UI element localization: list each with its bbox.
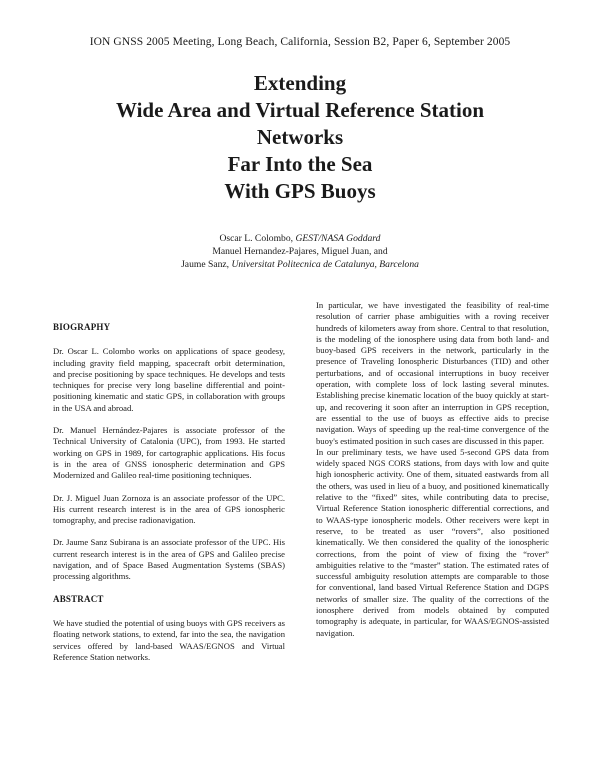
author-name: Oscar L. Colombo, [219,233,296,244]
title-line: Networks [256,125,344,149]
body-paragraph: In our preliminary tests, we have used 5-second GPS data from widely spaced NGS CORS stations, from days with low and quite high ionospheric activity. One of them, situated eastwards from all the others, was used in lieu of a buoy, and positioned kinematically relative to the “fixed” sites, while contributing data to precise, Virtual Reference Station ionospheric differential corrections, and to WAAS-type ionospheric models. Other receivers were kept in reserve, to be treated as user “rovers”, also positioned kinematically. We then considered the quality of the ionospheric corrections, from the point of view of fixing the “rover” ambiguities relative to the “master” station. The estimated rates of successful ambiguity resolution attempts are comparable to those for conventional, land based Virtual Reference Station and DGPS networks of smaller size. The quality of the corrections of the ionosphere derived from models obtained by computed tomography is adequate, in particular, for WAAS/EGNOS-assisted navigation. [316,446,549,638]
author-line-3 [0,258,600,271]
author-affiliation: Universitat Politecnica de Catalunya, Barcelona [231,259,419,270]
title-line: Wide Area and Virtual Reference Station [115,98,485,122]
paper-title [0,70,600,205]
body-paragraph: In particular, we have investigated the feasibility of real-time resolution of carrier phase ambiguities with a roving receiver hundreds of kilometers away from shore. Central to that resolution, is the modeling of the ionosphere using data from both land- and buoy-based GPS receivers in the network, particularly in the presence of Traveling Ionospheric Disturbances (TID) and other perturbations, and of occasional interruptions in buoy receiver operation, with complete loss of lock lasting several minutes. Establishing precise kinematic location of the buoy quickly at start-up, and recovering it soon after an interruption in GPS reception, are essential to the use of buoys as effective aids to precise navigation. Ways of speeding up the real-time convergence of the buoy's estimated position in such cases are discussed in this paper. [316,300,549,446]
author-line-1 [0,232,600,245]
biography-paragraph: Dr. Jaume Sanz Subirana is an associate professor of the UPC. His current research interest is in the area of GPS and Galileo precise navigation, and of Space Based Augmentation Systems (SBAS) processing algorithms. [53,537,285,582]
author-block [0,232,600,271]
biography-paragraph: Dr. Manuel Hernández-Pajares is associate professor of the Technical University of Catalonia (UPC), from 1993. He started working on GPS in 1989, for cartographic applications. His focus is in the area of GNSS ionospheric determination and GPS Modernized and Galileo real-time positioning techniques. [53,425,285,481]
author-affiliation: GEST/NASA Goddard [295,233,381,244]
running-header: ION GNSS 2005 Meeting, Long Beach, California, Session B2, Paper 6, September 2005 [89,36,511,48]
title-line: Extending [253,71,347,95]
biography-paragraph: Dr. J. Miguel Juan Zornoza is an associate professor of the UPC. His current research interest is in the area of GPS ionospheric tomography, and precise radionavigation. [53,492,285,526]
author-name: Jaume Sanz, [181,259,232,270]
author-line-2: Manuel Hernandez-Pajares, Miguel Juan, and [212,246,388,257]
section-heading-abstract: ABSTRACT [53,593,104,604]
title-line: With GPS Buoys [224,179,376,203]
biography-paragraph: Dr. Oscar L. Colombo works on applications of space geodesy, including gravity field mapping, spacecraft orbit determination, and precise positioning by space techniques. He develops and tests techniques for precise very long baseline differential and point-positioning kinematic and static GPS, in collaboration with groups in the USA and abroad. [53,346,285,413]
left-column [53,322,285,674]
abstract-paragraph: We have studied the potential of using buoys with GPS receivers as floating network stations, to extend, far into the sea, the navigation services offered by land-based WAAS/EGNOS and Virtual Reference Station networks. [53,617,286,662]
title-line: Far Into the Sea [227,152,373,176]
section-heading-biography: BIOGRAPHY [53,322,111,332]
right-column [316,300,549,639]
